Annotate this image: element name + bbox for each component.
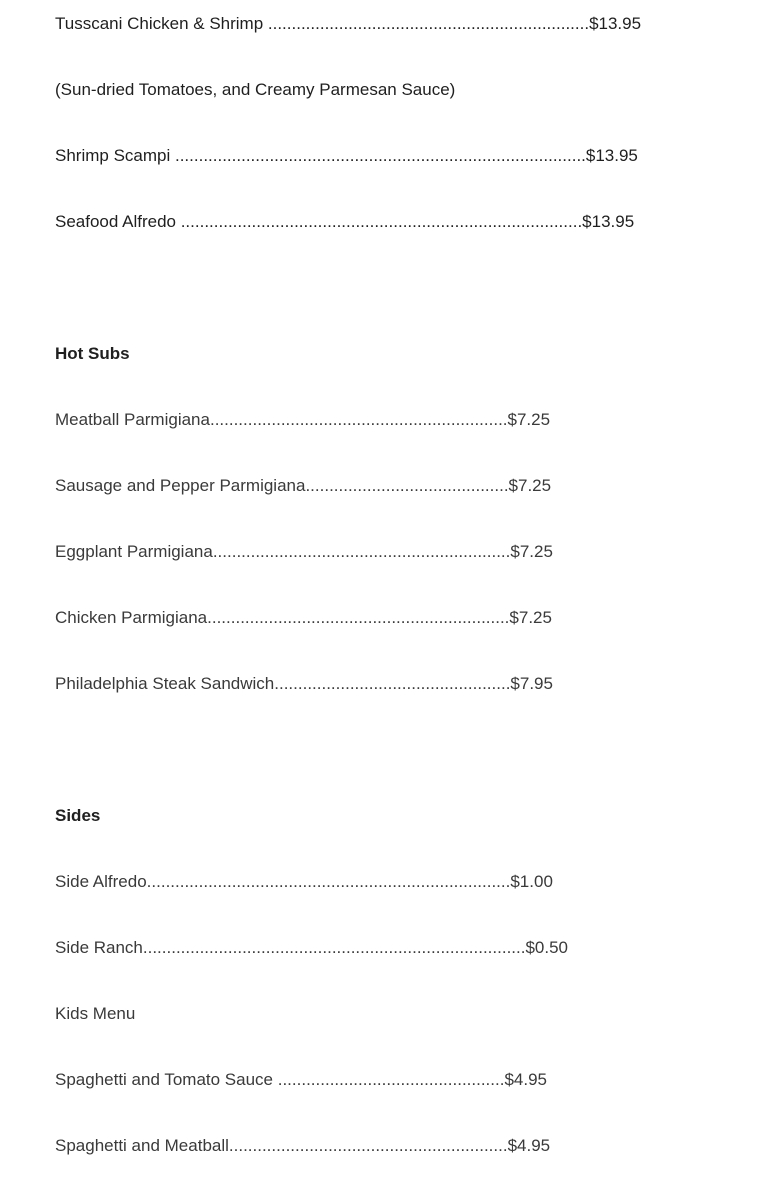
menu-item-side-ranch: Side Ranch.................................................................................$0.50: [55, 938, 569, 957]
menu-item-sausage-pepper-parmigiana: Sausage and Pepper Parmigiana...........................................$7.25: [55, 476, 552, 495]
menu-item-spaghetti-tomato-sauce: Spaghetti and Tomato Sauce ................................................$4.95: [55, 1070, 547, 1089]
menu-item-side-alfredo: Side Alfredo.............................................................................$1.00: [55, 872, 553, 891]
menu-item-tusscani-chicken-shrimp: Tusscani Chicken & Shrimp ....................................................................$13.95: [55, 14, 642, 33]
section-heading-hot-subs: Hot Subs: [55, 344, 130, 363]
menu-item-meatball-parmigiana: Meatball Parmigiana...............................................................$7.25: [55, 410, 551, 429]
section-heading-sides: Sides: [55, 806, 101, 825]
menu-item-note: (Sun-dried Tomatoes, and Creamy Parmesan Sauce): [55, 80, 456, 99]
menu-item-spaghetti-meatball: Spaghetti and Meatball...........................................................$4.95: [55, 1136, 551, 1155]
menu-item-shrimp-scampi: Shrimp Scampi .......................................................................................$13.95: [55, 146, 638, 165]
menu-item-chicken-parmigiana: Chicken Parmigiana................................................................$7.25: [55, 608, 552, 627]
section-label-kids-menu: Kids Menu: [55, 1004, 136, 1023]
menu-item-philadelphia-steak: Philadelphia Steak Sandwich..................................................$7.95: [55, 674, 553, 693]
menu-item-seafood-alfredo: Seafood Alfredo .....................................................................................$13.95: [55, 212, 635, 231]
menu-item-eggplant-parmigiana: Eggplant Parmigiana...............................................................$7.25: [55, 542, 553, 561]
